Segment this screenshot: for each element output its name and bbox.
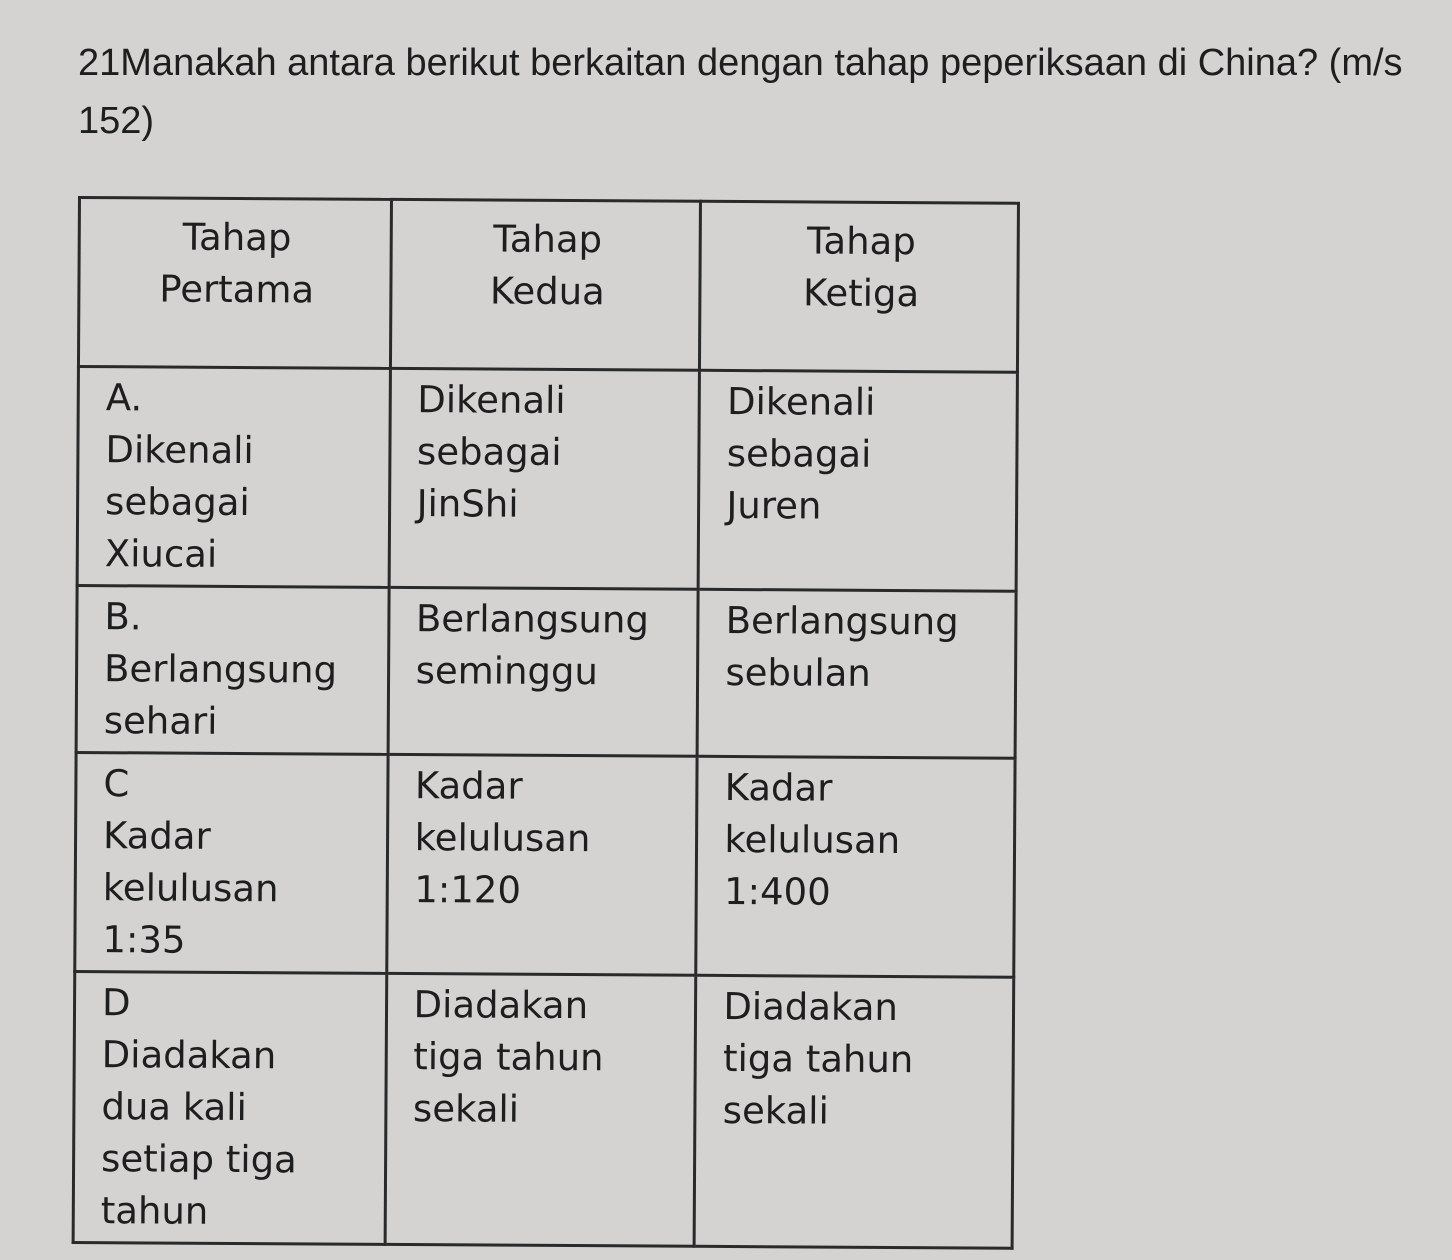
table-cell: B. Berlangsung sehari	[76, 586, 389, 755]
table-cell: Kadar kelulusan 1:400	[696, 756, 1015, 977]
option-row-d[interactable]	[73, 971, 1014, 1248]
option-row-c[interactable]	[75, 752, 1015, 977]
table-header-row	[78, 198, 1018, 373]
header-tahap-ketiga: Tahap Ketiga	[700, 201, 1019, 372]
table-cell: Kadar kelulusan 1:120	[386, 754, 697, 975]
question-text	[78, 34, 1408, 150]
table-cell: Diadakan tiga tahun sekali	[385, 973, 696, 1246]
question-body: Manakah antara berikut berkaitan dengan tahap peperiksaan di China? (m/s 152)	[78, 42, 1403, 142]
table-cell: Dikenali sebagai Juren	[698, 370, 1017, 591]
options-table	[72, 196, 1020, 1250]
question-number: 21	[78, 42, 121, 84]
header-tahap-kedua: Tahap Kedua	[390, 199, 701, 370]
table-cell: Dikenali sebagai JinShi	[389, 368, 700, 589]
table-cell: Berlangsung sebulan	[697, 589, 1016, 758]
option-row-a[interactable]	[77, 367, 1017, 592]
table-cell: C Kadar kelulusan 1:35	[75, 752, 388, 973]
table-cell: Berlangsung seminggu	[388, 587, 699, 756]
option-row-b[interactable]	[76, 586, 1016, 759]
table-cell: Diadakan tiga tahun sekali	[694, 975, 1013, 1248]
table-cell: A. Dikenali sebagai Xiucai	[77, 367, 390, 588]
table-cell: D Diadakan dua kali setiap tiga tahun	[73, 971, 386, 1244]
header-tahap-pertama: Tahap Pertama	[78, 198, 391, 369]
